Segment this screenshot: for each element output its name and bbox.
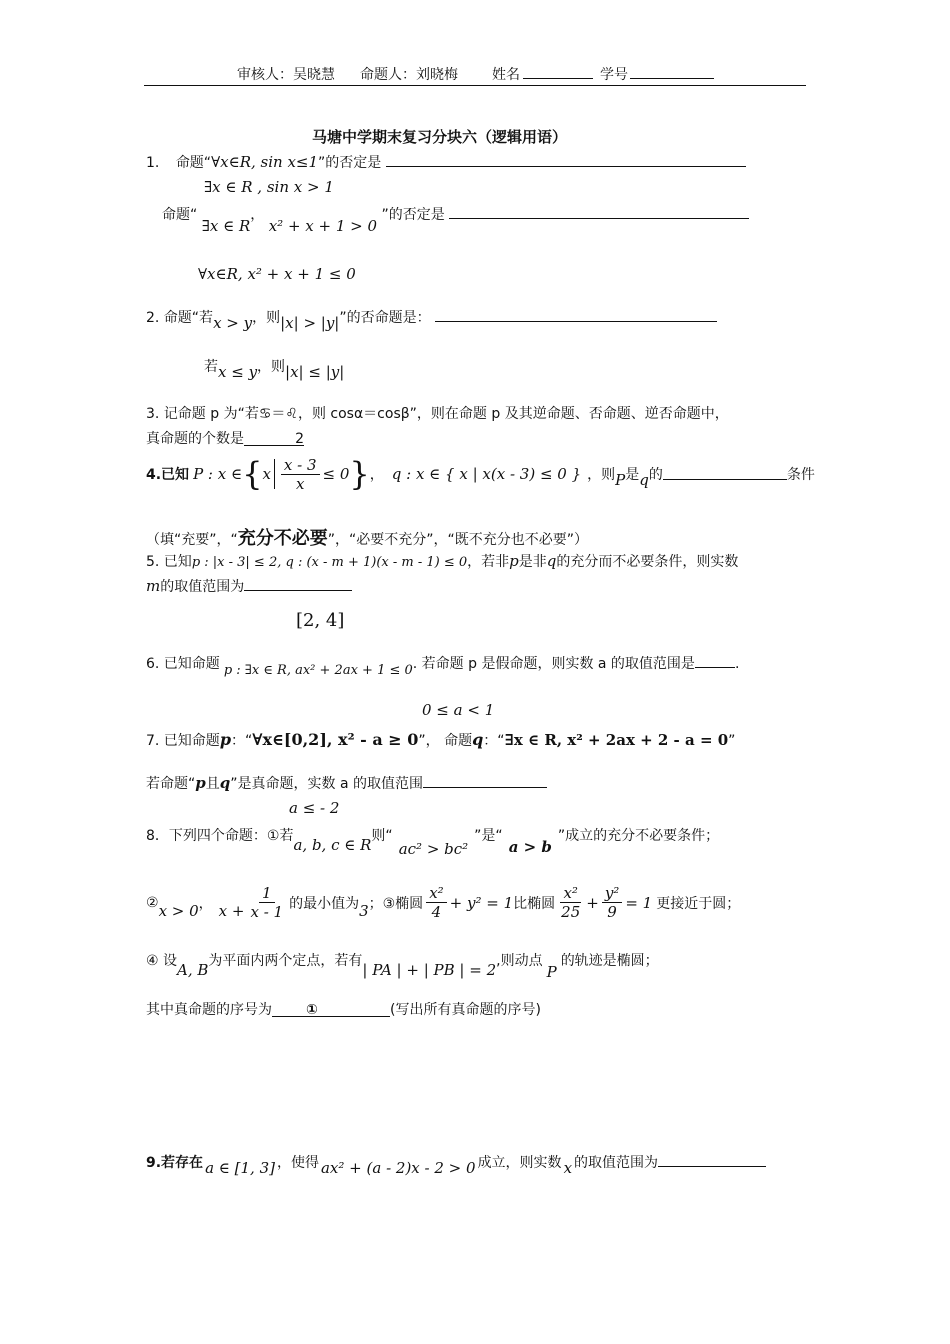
q8-e2-plus: + xyxy=(586,893,599,912)
q8-conclusion-text: 其中真命题的序号为 xyxy=(146,1002,272,1018)
q8-s3-text: ；③椭圆 xyxy=(368,895,424,912)
q7-line2 xyxy=(146,773,547,793)
q7-text5: ” xyxy=(728,733,736,749)
q8-e2-rest: = 1 xyxy=(625,893,653,912)
q8-conclusion xyxy=(146,999,541,1019)
q5-blank[interactable] xyxy=(244,576,352,591)
q4-p-lhs: P : x ∈ xyxy=(193,465,243,483)
q4-hint-rest: ”，“必要不充分”，“既不充分也不必要”） xyxy=(327,532,589,548)
q8-text2: 则“ xyxy=(371,828,393,844)
q8-math3: a > b xyxy=(508,838,552,856)
q8-e1-rest: + y² = 1 xyxy=(449,893,514,912)
q8-s4-math2: | PA | + | PB | = 2 xyxy=(362,961,497,979)
q8-e2-num1: x² xyxy=(560,884,580,903)
q1-a-suffix: ”的否定是 xyxy=(318,155,382,171)
q1-b-math1: ∃x ∈ R xyxy=(201,217,251,235)
q8-s2-text: 的最小值为 xyxy=(289,895,360,912)
q4-q: q xyxy=(639,471,649,489)
q8-s2-comma: ， xyxy=(198,895,213,912)
name-blank[interactable] xyxy=(523,64,593,79)
q7-math1: ∀x∈[0,2], x² - a ≥ 0 xyxy=(252,730,419,749)
q8-math1: a, b, c ∈ R xyxy=(293,836,372,854)
q2-answer xyxy=(204,356,345,381)
q5-q: q xyxy=(546,552,557,570)
q6-question xyxy=(146,653,740,678)
q7-text1: 7. 已知命题 xyxy=(146,733,220,749)
q6-text3: . xyxy=(734,656,740,672)
q7-line2-p: p xyxy=(195,774,206,792)
q4-text5: 条件 xyxy=(786,467,815,483)
q4-q-expr: q : x ∈ { x | x(x - 3) ≤ 0 } xyxy=(391,465,582,483)
q1-number: 1. xyxy=(146,155,160,171)
q8-s2-circle: ② xyxy=(146,894,159,911)
q9-math1: a ∈ [1, 3] xyxy=(205,1159,275,1177)
q4-question xyxy=(146,455,815,493)
q5-p: p xyxy=(509,552,519,570)
q8-s4-text4: 的轨迹是椭圆； xyxy=(560,953,659,969)
q8-line3 xyxy=(146,950,659,981)
q8-e2-fraction1 xyxy=(558,884,583,921)
q3-answer-blank[interactable] xyxy=(244,431,304,446)
q5-text4: 的充分而不必要条件，则实数 xyxy=(556,554,739,570)
q2-question xyxy=(146,307,717,332)
q8-s3-compare: 比椭圆 xyxy=(513,895,556,912)
page-title: 马塘中学期末复习分块六（逻辑用语） xyxy=(312,128,568,146)
q1-b-comma: ， xyxy=(250,207,265,223)
q5-line1 xyxy=(146,551,738,571)
q4-comma: ， xyxy=(369,467,384,483)
q9-text2: ，使得 xyxy=(276,1155,319,1171)
q8-conclusion-hint: (写出所有真命题的序号) xyxy=(390,1002,541,1018)
q7-math2: ∃x ∈ R, x² + 2ax + 2 - a = 0 xyxy=(504,731,729,749)
q3-line1: 3. 记命题 p 为“若♋＝♌，则 cosα＝cosβ”，则在命题 p 及其逆命题、否命题、逆否命题中， xyxy=(146,406,729,422)
q9-blank[interactable] xyxy=(658,1152,766,1167)
q7-q: q xyxy=(472,730,484,749)
q8-text1: 8．下列四个命题：①若 xyxy=(146,828,294,844)
q7-answer: a ≤ - 2 xyxy=(289,799,340,817)
q1-b-blank[interactable] xyxy=(449,204,749,219)
q8-s2-fraction xyxy=(247,884,286,921)
q4-open-brace-icon: { xyxy=(242,455,263,493)
q4-p-var: x xyxy=(262,465,271,483)
q5-m: m xyxy=(146,577,161,595)
q8-s4-P: P xyxy=(546,963,557,981)
q7-blank[interactable] xyxy=(423,773,547,788)
q8-e1-fraction xyxy=(426,884,446,921)
q4-close-brace-icon: } xyxy=(349,455,370,493)
q4-p-den: x xyxy=(295,474,305,493)
q2-blank[interactable] xyxy=(435,307,717,322)
q7-line2-c: ”是真命题，实数 a 的取值范围 xyxy=(230,776,423,792)
q1-b-prefix: 命题“ xyxy=(162,207,198,223)
student-id-label: 学号 xyxy=(600,67,628,83)
q8-e1-num: x² xyxy=(426,884,446,903)
reviewer-label: 审核人：吴晓慧 xyxy=(237,67,335,83)
q8-s4-text2: 为平面内两个定点，若有 xyxy=(208,953,363,969)
q1-block-b xyxy=(162,204,749,235)
q1-b-suffix: ”的否定是 xyxy=(381,207,445,223)
name-label: 姓名 xyxy=(492,67,520,83)
q8-line1 xyxy=(146,825,720,858)
q8-s4-text3: ,则动点 xyxy=(496,953,543,969)
q9-text3: 成立，则实数 xyxy=(477,1155,562,1171)
q8-s2-val: 3 xyxy=(359,901,369,920)
author-label: 命题人：刘晓梅 xyxy=(360,67,458,83)
q4-blank[interactable] xyxy=(663,469,787,480)
q5-text1: 5. 已知 xyxy=(146,554,192,570)
q1-b-math2: x² + x + 1 > 0 xyxy=(268,217,378,235)
q5-line2-text: 的取值范围为 xyxy=(160,579,245,595)
q7-text3: ”， 命题 xyxy=(418,733,473,749)
q1-a-math: ∀x∈R, sin x≤1 xyxy=(211,153,319,171)
q2-text1: 2. 命题“若 xyxy=(146,310,214,326)
q1-a-blank[interactable] xyxy=(386,152,746,167)
q9-text4: 的取值范围为 xyxy=(574,1155,659,1171)
q8-answer: ① xyxy=(306,1002,318,1018)
q9-math2: ax² + (a - 2)x - 2 > 0 xyxy=(320,1159,476,1177)
q9-question xyxy=(146,1152,766,1177)
q8-s2-den: x - 1 xyxy=(250,903,284,921)
q7-line2-q: q xyxy=(219,774,231,792)
q4-hint-open: （填“充要”，“ xyxy=(146,532,238,548)
q7-p: p xyxy=(219,730,231,749)
q6-text1: 6. 已知命题 xyxy=(146,656,220,672)
q5-text2: ，若非 xyxy=(467,554,510,570)
q2-math1: x > y xyxy=(213,314,253,332)
q4-text1: 4.已知 xyxy=(146,467,190,483)
q4-P: P xyxy=(615,471,626,489)
q8-e2-fraction2 xyxy=(602,884,623,921)
q6-blank[interactable] xyxy=(695,653,735,668)
q8-line2 xyxy=(146,884,740,921)
q3-line2-text: 真命题的个数是 xyxy=(146,431,244,447)
q2-math2: |x| > |y| xyxy=(280,314,340,332)
q6-text2: . 若命题 p 是假命题，则实数 a 的取值范围是 xyxy=(412,656,695,672)
q4-text4: 的 xyxy=(648,467,663,483)
q5-math: p : |x - 3| ≤ 2, q : (x - m + 1)(x - m - 1) ≤ 0 xyxy=(191,555,468,570)
q8-e2-num2: y² xyxy=(602,884,623,903)
q4-p-rel: ≤ 0 xyxy=(322,465,350,483)
q8-s2-math1: x > 0 xyxy=(158,901,199,920)
q7-text2: ：“ xyxy=(231,733,253,749)
q7-line2-b: 且 xyxy=(205,776,220,792)
q3-answer: 2 xyxy=(295,431,304,447)
q8-text4: ”成立的充分不必要条件； xyxy=(557,828,720,844)
q7-text4: ：“ xyxy=(483,733,505,749)
q8-s4-math1: A, B xyxy=(177,961,209,979)
q8-s2-x: x + xyxy=(218,901,245,920)
q7-line1 xyxy=(146,730,735,750)
q3-line2 xyxy=(146,428,304,448)
student-id-blank[interactable] xyxy=(630,64,714,79)
q4-hint xyxy=(146,524,588,550)
q6-math: p : ∃x ∈ R, ax² + 2ax + 1 ≤ 0 xyxy=(223,663,413,678)
q2-ans-text1: 若 xyxy=(204,359,218,375)
q8-e2-den1: 25 xyxy=(561,903,581,921)
q2-text2: ，则 xyxy=(252,310,281,326)
q2-text3: ”的否命题是： xyxy=(339,310,431,326)
q5-text3: 是非 xyxy=(518,554,547,570)
header-rule xyxy=(144,85,806,86)
q5-answer: [2, 4] xyxy=(296,610,345,631)
q4-p-num: x - 3 xyxy=(281,456,320,475)
q8-s4-text1: ④ 设 xyxy=(146,953,178,969)
q6-answer: 0 ≤ a < 1 xyxy=(422,701,495,719)
q7-line2-a: 若命题“ xyxy=(146,776,196,792)
q8-e2-den2: 9 xyxy=(607,903,617,921)
q2-ans-math2: |x| ≤ |y| xyxy=(285,363,345,381)
q4-hint-bold: 充分不必要 xyxy=(237,528,328,549)
q4-text2: ，则 xyxy=(587,467,616,483)
q9-text1: 9.若存在 xyxy=(146,1155,204,1171)
q5-line2 xyxy=(146,576,352,596)
q8-s2-num: 1 xyxy=(259,884,275,903)
q8-e1-den: 4 xyxy=(431,903,442,921)
q9-x: x xyxy=(563,1159,573,1177)
q8-s3-end: 更接近于圆； xyxy=(656,895,741,912)
q2-ans-math1: x ≤ y xyxy=(218,363,258,381)
q1-block-a xyxy=(146,152,746,172)
q8-answer-blank[interactable] xyxy=(272,1002,390,1017)
q4-set-bar xyxy=(274,459,275,489)
q4-fraction xyxy=(281,456,320,493)
q8-text3: ”是“ xyxy=(474,828,503,844)
q4-text3: 是 xyxy=(625,467,640,483)
q2-ans-text2: ，则 xyxy=(257,359,286,375)
q1-a-answer: ∃x ∈ R , sin x > 1 xyxy=(204,178,334,196)
q8-math2: ac² > bc² xyxy=(398,840,469,858)
q1-a-prefix: 命题“ xyxy=(175,155,212,171)
q1-b-answer: ∀x∈R, x² + x + 1 ≤ 0 xyxy=(198,265,356,283)
